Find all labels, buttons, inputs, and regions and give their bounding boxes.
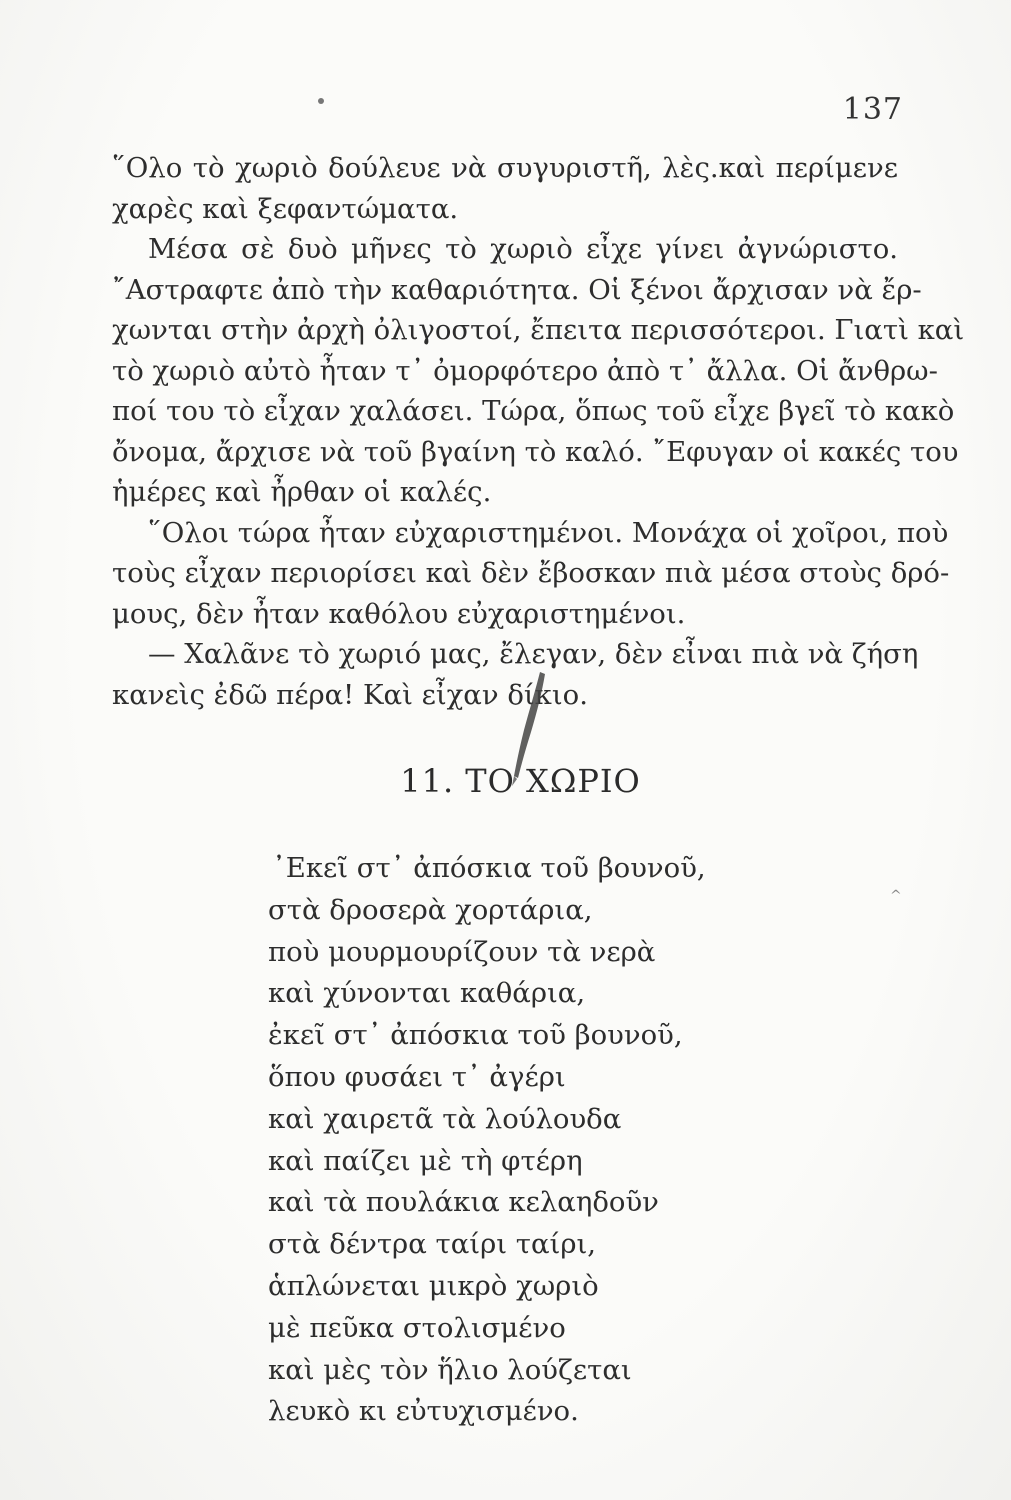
prose-line: ἡμέρες καὶ ἦρθαν οἱ καλές. [112, 476, 492, 508]
prose-line: μους, δὲν ἦταν καθόλου εὐχαριστημένοι. [112, 597, 686, 630]
poem-verse: καὶ μὲς τὸν ἥλιο λούζεται [268, 1353, 632, 1386]
prose-block [112, 148, 965, 715]
prose-line: κανεὶς ἐδῶ πέρα! Καὶ εἶχαν δίκιο. [112, 678, 588, 711]
poem-verse: ποὺ μουρμουρίζουν τὰ νερὰ [268, 935, 656, 968]
poem-verse: ὅπου φυσάει τ᾽ ἀγέρι [268, 1060, 566, 1093]
poem-verse: καὶ χαιρετᾶ τὰ λούλουδα [268, 1102, 622, 1135]
prose-line: χωνται στὴν ἀρχὴ ὀλιγοστοί, ἔπειτα περισσότεροι. Γιατὶ καὶ [112, 314, 965, 346]
page-number: 137 [842, 92, 903, 127]
prose-line: ῞Ολο τὸ χωριὸ δούλευε νὰ συγυριστῆ, λὲς.καὶ περίμενε [112, 152, 898, 184]
prose-line: Μέσα σὲ δυὸ μῆνες τὸ χωριὸ εἶχε γίνει ἀγνώριστο. [148, 233, 898, 265]
poem-verse: στὰ δέντρα ταίρι ταίρι, [268, 1228, 597, 1261]
ink-speck: ^ [890, 888, 902, 904]
poem-verse: καὶ χύνονται καθάρια, [268, 977, 586, 1010]
prose-line: ποί του τὸ εἶχαν χαλάσει. Τώρα, ὅπως τοῦ εἶχε βγεῖ τὸ κακὸ [112, 395, 955, 427]
section-title-text: 11. ΤΟ ΧΩΡΙΟ [400, 762, 641, 800]
poem-verse: στὰ δροσερὰ χορτάρια, [268, 893, 593, 926]
poem-verse: ἁπλώνεται μικρὸ χωριὸ [268, 1269, 599, 1302]
prose-line: χαρὲς καὶ ξεφαντώματα. [112, 192, 459, 225]
poem-verse: ᾽Εκεῖ στ᾽ ἀπόσκια τοῦ βουνοῦ, [272, 852, 706, 884]
prose-line: τὸ χωριὸ αὐτὸ ἦταν τ᾽ ὀμορφότερο ἀπὸ τ᾽ ἄλλα. Οἱ ἄνθρω- [112, 354, 938, 387]
poem-verse: λευκὸ κι εὐτυχισμένο. [268, 1395, 579, 1428]
poem-verse: καὶ τὰ πουλάκια κελαηδοῦν [268, 1186, 659, 1219]
prose-line: — Χαλᾶνε τὸ χωριό μας, ἔλεγαν, δὲν εἶναι πιὰ νὰ ζήση [148, 638, 919, 670]
poem-verse: μὲ πεῦκα στολισμένο [268, 1311, 566, 1344]
ink-speck [318, 98, 324, 104]
prose-line: ῎Αστραφτε ἀπὸ τὴν καθαριότητα. Οἱ ξένοι ἄρχισαν νὰ ἔρ- [112, 273, 922, 306]
poem-verse: καὶ παίζει μὲ τὴ φτέρη [268, 1144, 583, 1177]
prose-line: ὄνομα, ἄρχισε νὰ τοῦ βγαίνη τὸ καλό. ῎Εφυγαν οἱ κακές του [112, 435, 959, 468]
prose-line: τοὺς εἶχαν περιορίσει καὶ δὲν ἔβοσκαν πιὰ μέσα στοὺς δρό- [112, 557, 950, 589]
poem-block [268, 848, 828, 1433]
prose-line: ῞Ολοι τώρα ἦταν εὐχαριστημένοι. Μονάχα οἱ χοῖροι, ποὺ [148, 516, 949, 549]
poem-verse: ἐκεῖ στ᾽ ἀπόσκια τοῦ βουνοῦ, [268, 1019, 683, 1052]
section-title [0, 762, 1011, 800]
